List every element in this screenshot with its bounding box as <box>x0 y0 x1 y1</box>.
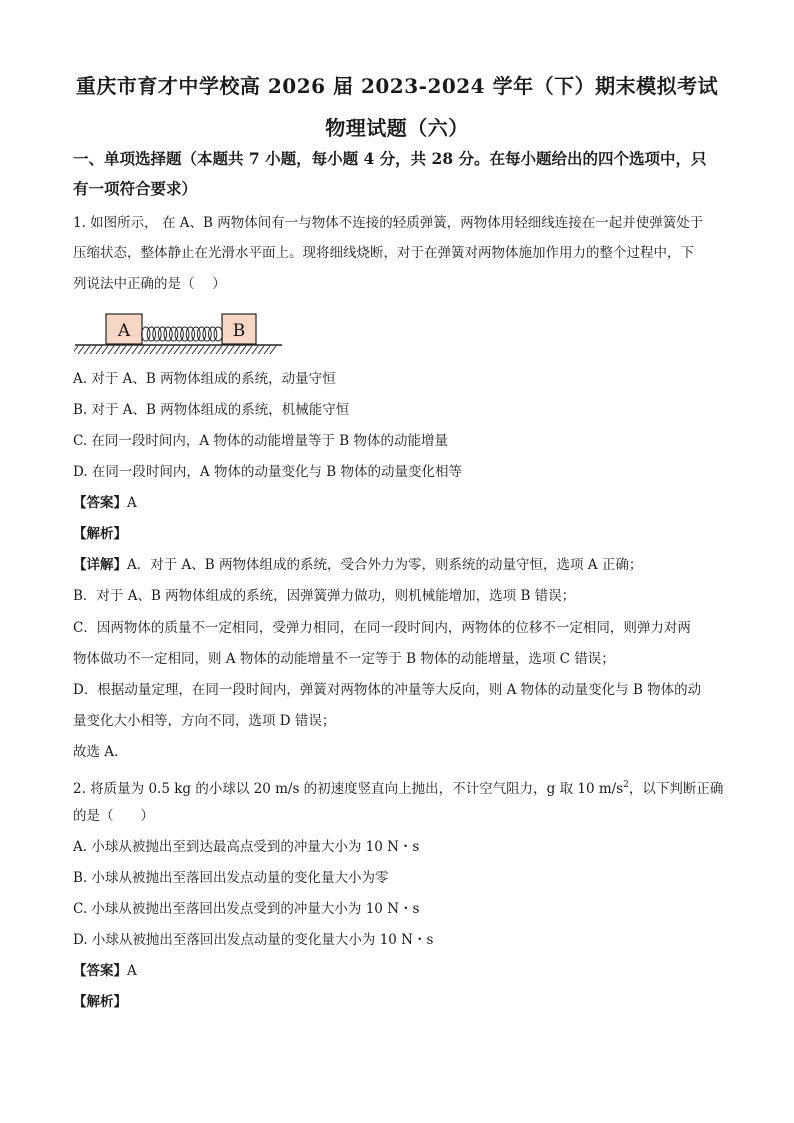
exam-subtitle: 物理试题（六） <box>325 116 469 140</box>
q1-answer <box>73 493 137 513</box>
hatch-stroke <box>180 346 186 354</box>
q2-option-b: B. 小球从被抛出至落回出发点动量的变化量大小为零 <box>73 870 389 886</box>
compressed-spring <box>142 327 223 341</box>
hatch-stroke <box>198 346 204 354</box>
q1-conclusion: 故选 A. <box>73 744 119 760</box>
block-a-label: A <box>117 321 131 341</box>
hatch-stroke <box>252 346 258 354</box>
q1-option-a: A. 对于 A、B 两物体组成的系统，动量守恒 <box>73 371 336 387</box>
q1-detail-line5: D．根据动量定理，在同一段时间内，弹簧对两物体的冲量等大反向，则 A 物体的动量变化与 B 物体的动 <box>73 682 702 698</box>
q1-analysis-label <box>73 524 127 544</box>
hatch-stroke <box>246 346 252 354</box>
hatch-stroke <box>210 346 216 354</box>
q2-stem-line2: 的是（ ） <box>73 808 154 824</box>
section-heading-line2: 有一项符合要求） <box>73 179 198 198</box>
hatch-stroke <box>240 346 246 354</box>
hatch-stroke <box>126 346 132 354</box>
q1-detail-line6: 量变化大小相等，方向不同，选项 D 错误； <box>73 713 336 729</box>
hatch-stroke <box>102 346 108 354</box>
q1-detail-line2: B．对于 A、B 两物体组成的系统，因弹簧弹力做功，则机械能增加，选项 B 错误； <box>73 588 576 604</box>
hatch-stroke <box>150 346 156 354</box>
q1-detail-line4: 物体做功不一定相同，则 A 物体的动能增量不一定等于 B 物体的动能增量，选项 C 错误； <box>73 651 615 667</box>
q1-detail-line3: C．因两物体的质量不一定相同，受弹力相同，在同一段时间内，两物体的位移不一定相同，则弹力对两 <box>73 620 691 636</box>
hatch-stroke <box>132 346 138 354</box>
analysis-label: 【解析】 <box>73 526 127 542</box>
answer-value: A <box>127 495 137 511</box>
q2-stem-part2: ，以下判断正确 <box>628 781 724 797</box>
hatch-stroke <box>168 346 174 354</box>
answer-value: A <box>127 963 137 979</box>
analysis-label: 【解析】 <box>73 994 127 1010</box>
hatch-stroke <box>264 346 270 354</box>
hatch-stroke <box>228 346 234 354</box>
q2-option-c: C. 小球从被抛出至落回出发点受到的冲量大小为 10 N・s <box>73 901 420 917</box>
hatch-stroke <box>114 346 120 354</box>
hatch-stroke <box>90 346 96 354</box>
hatch-stroke <box>186 346 192 354</box>
hatch-stroke <box>120 346 126 354</box>
detail-text: A．对于 A、B 两物体组成的系统，受合外力为零，则系统的动量守恒，选项 A 正确； <box>127 557 643 573</box>
hatch-stroke <box>78 346 84 354</box>
hatch-stroke <box>162 346 168 354</box>
hatch-stroke <box>204 346 210 354</box>
q1-stem-line1: 1. 如图所示， 在 A、B 两物体间有一与物体不连接的轻质弹簧，两物体用轻细线连接在一起并使弹簧处于 <box>73 215 704 231</box>
q2-answer <box>73 961 137 981</box>
hatch-stroke <box>84 346 90 354</box>
hatch-stroke <box>270 346 276 354</box>
q2-stem-part1: 2. 将质量为 0.5 kg 的小球以 20 m/s 的初速度竖直向上抛出，不计空气阻力，g 取 10 m/s <box>73 781 624 797</box>
q2-option-a: A. 小球从被抛出至到达最高点受到的冲量大小为 10 N・s <box>73 839 420 855</box>
hatch-stroke <box>138 346 144 354</box>
q1-detail-line1 <box>73 555 642 575</box>
hatch-stroke <box>144 346 150 354</box>
detail-label: 【详解】 <box>73 557 127 573</box>
hatch-stroke <box>74 346 78 354</box>
hatch-stroke <box>174 346 180 354</box>
q2-stem-line1 <box>73 775 723 799</box>
spring-blocks-figure <box>74 312 286 358</box>
hatch-stroke <box>96 346 102 354</box>
q1-option-c: C. 在同一段时间内，A 物体的动能增量等于 B 物体的动能增量 <box>73 433 448 449</box>
q1-stem-line2: 压缩状态，整体静止在光滑水平面上。现将细线烧断，对于在弹簧对两物体施加作用力的整个过程中，下 <box>73 245 694 261</box>
exam-title: 重庆市育才中学校高 2026 届 2023-2024 学年（下）期末模拟考试 <box>75 74 719 98</box>
q1-stem-line3: 列说法中正确的是（ ） <box>73 276 226 292</box>
answer-label: 【答案】 <box>73 963 127 979</box>
q1-option-b: B. 对于 A、B 两物体组成的系统，机械能守恒 <box>73 402 350 418</box>
hatch-stroke <box>258 346 264 354</box>
spring-coil <box>214 327 222 341</box>
q1-option-d: D. 在同一段时间内，A 物体的动量变化与 B 物体的动量变化相等 <box>73 464 462 480</box>
hatch-stroke <box>156 346 162 354</box>
section-heading-line1: 一、单项选择题（本题共 7 小题，每小题 4 分，共 28 分。在每小题给出的四个选项中，只 <box>73 149 707 168</box>
hatch-stroke <box>216 346 222 354</box>
hatch-stroke <box>222 346 228 354</box>
q2-option-d: D. 小球从被抛出至落回出发点动量的变化量大小为 10 N・s <box>73 932 434 948</box>
block-b-label: B <box>232 321 246 341</box>
ground-hatching <box>74 346 276 354</box>
hatch-stroke <box>108 346 114 354</box>
answer-label: 【答案】 <box>73 495 127 511</box>
hatch-stroke <box>192 346 198 354</box>
q2-stem-sup: 2 <box>623 780 629 790</box>
hatch-stroke <box>234 346 240 354</box>
q2-analysis-label <box>73 992 127 1012</box>
